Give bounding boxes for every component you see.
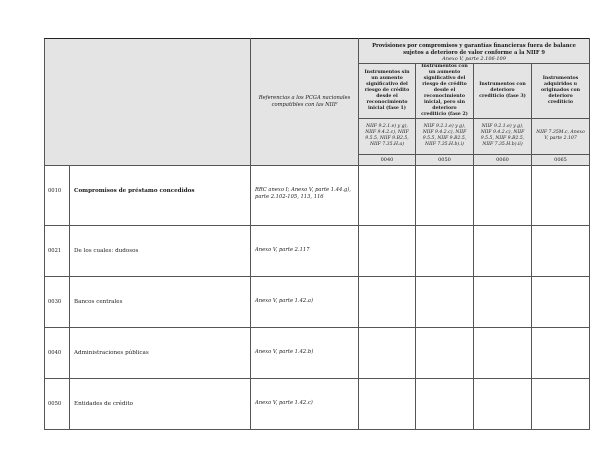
data-cell[interactable]: [474, 327, 532, 378]
data-cell[interactable]: [474, 165, 532, 225]
column-code-cell: [359, 154, 416, 165]
column-title-cell: [474, 63, 532, 118]
data-cell[interactable]: [532, 276, 590, 327]
row-code: 0021: [48, 247, 62, 254]
data-cell[interactable]: [416, 276, 474, 327]
row-label-cell: [70, 165, 251, 225]
column-code: 0065: [554, 156, 567, 163]
row-reference: Anexo V, parte 1.42.b): [255, 348, 314, 355]
row-label: De los cuales: dudosos: [74, 247, 139, 254]
column-code: 0040: [380, 156, 394, 163]
header-group-cell: [359, 39, 590, 64]
column-title-cell: [359, 63, 416, 118]
row-label: Entidades de crédito: [74, 400, 133, 407]
row-label: Compromisos de préstamo concedidos: [74, 187, 195, 194]
column-code-cell: [416, 154, 474, 165]
row-label-cell: [70, 378, 251, 429]
data-cell[interactable]: [532, 378, 590, 429]
row-code-cell: [45, 225, 70, 276]
header-references-label: Referencias a los PCGA nacionales compatibles con las NIIF: [258, 94, 351, 108]
data-cell[interactable]: [359, 165, 416, 225]
column-title: Instrumentos sin un aumento significativo del riesgo de crédito desde el reconocimiento inicial (fase 1): [364, 69, 410, 111]
row-reference: Anexo V, parte 1.42.c): [255, 399, 313, 406]
row-reference-cell: [251, 378, 359, 429]
row-code: 0010: [48, 187, 62, 194]
column-title: Instrumentos con un aumento significativo del riesgo de crédito desde el reconocimiento inicial, pero sin deterioro crediticio (fase 2): [421, 63, 468, 117]
header-references-cell: [251, 39, 359, 166]
column-title-cell: [416, 63, 474, 118]
row-code-cell: [45, 327, 70, 378]
column-legal-cell: [532, 118, 590, 154]
data-cell[interactable]: [416, 378, 474, 429]
column-title: Instrumentos con deterioro crediticio (fase 3): [479, 81, 526, 99]
column-legal-cell: [416, 118, 474, 154]
row-code: 0050: [48, 400, 62, 407]
data-cell[interactable]: [532, 165, 590, 225]
data-cell[interactable]: [532, 327, 590, 378]
data-cell[interactable]: [359, 378, 416, 429]
data-cell[interactable]: [474, 225, 532, 276]
table-row: [45, 165, 590, 225]
row-label-cell: [70, 225, 251, 276]
column-code: 0060: [496, 156, 509, 163]
column-title: Instrumentos adquiridos u originados con deterioro crediticio: [541, 75, 580, 105]
header-group-title: Provisiones por compromisos y garantías financieras fuera de balance sujetos a deterioro de valor conforme a la NIIF 9: [372, 43, 576, 56]
row-label: Administraciones públicas: [74, 349, 149, 356]
data-cell[interactable]: [359, 225, 416, 276]
row-label: Bancos centrales: [74, 298, 123, 305]
row-reference-cell: [251, 225, 359, 276]
row-reference-cell: [251, 327, 359, 378]
column-legal-reference: NIIF 9.2.1.e) y g), NIIF 9.4.2.c), NIIF 9.5.5, NIIF 9.B2.5, NIIF 7.35.H.b).ii): [480, 124, 525, 147]
row-reference: Anexo V, parte 2.117: [255, 246, 310, 253]
data-cell[interactable]: [359, 276, 416, 327]
table-row: [45, 378, 590, 429]
row-code-cell: [45, 276, 70, 327]
table-row: [45, 327, 590, 378]
row-code: 0030: [48, 298, 62, 305]
data-cell[interactable]: [416, 165, 474, 225]
column-code-cell: [474, 154, 532, 165]
row-code-cell: [45, 378, 70, 429]
column-code: 0050: [438, 156, 451, 163]
column-legal-cell: [359, 118, 416, 154]
header-blank-cell: [45, 39, 251, 166]
data-cell[interactable]: [359, 327, 416, 378]
column-legal-cell: [474, 118, 532, 154]
table-row: [45, 225, 590, 276]
data-cell[interactable]: [474, 276, 532, 327]
row-reference-cell: [251, 276, 359, 327]
data-cell[interactable]: [416, 225, 474, 276]
row-label-cell: [70, 327, 251, 378]
row-reference: Anexo V, parte 1.42.a): [255, 297, 314, 304]
column-code-cell: [532, 154, 590, 165]
row-code: 0040: [48, 349, 62, 356]
column-legal-reference: NIIF 9.2.1.e) y g), NIIF 9.4.2.c), NIIF 9.5.5, NIIF 9.B2.5, NIIF 7.35.H.b).i): [422, 124, 467, 147]
column-legal-reference: NIIF 7.35M.c, Anexo V, parte 2.107: [536, 130, 585, 141]
data-cell[interactable]: [532, 225, 590, 276]
row-reference: RRC anexo I; Anexo V, parte 1.44.g), parte 2.102-105, 113, 116: [255, 186, 351, 200]
header-group-subtitle: Anexo V, parte 2.106-109: [442, 56, 506, 62]
provisions-table: [44, 38, 590, 430]
data-cell[interactable]: [416, 327, 474, 378]
data-cell[interactable]: [474, 378, 532, 429]
row-reference-cell: [251, 165, 359, 225]
table-row: [45, 276, 590, 327]
row-label-cell: [70, 276, 251, 327]
column-legal-reference: NIIF 9.2.1.e) y g), NIIF 9.4.2.c), NIIF 9.5.5, NIIF 9.B2.5, NIIF 7.35.H.a): [365, 124, 409, 147]
row-code-cell: [45, 165, 70, 225]
column-title-cell: [532, 63, 590, 118]
